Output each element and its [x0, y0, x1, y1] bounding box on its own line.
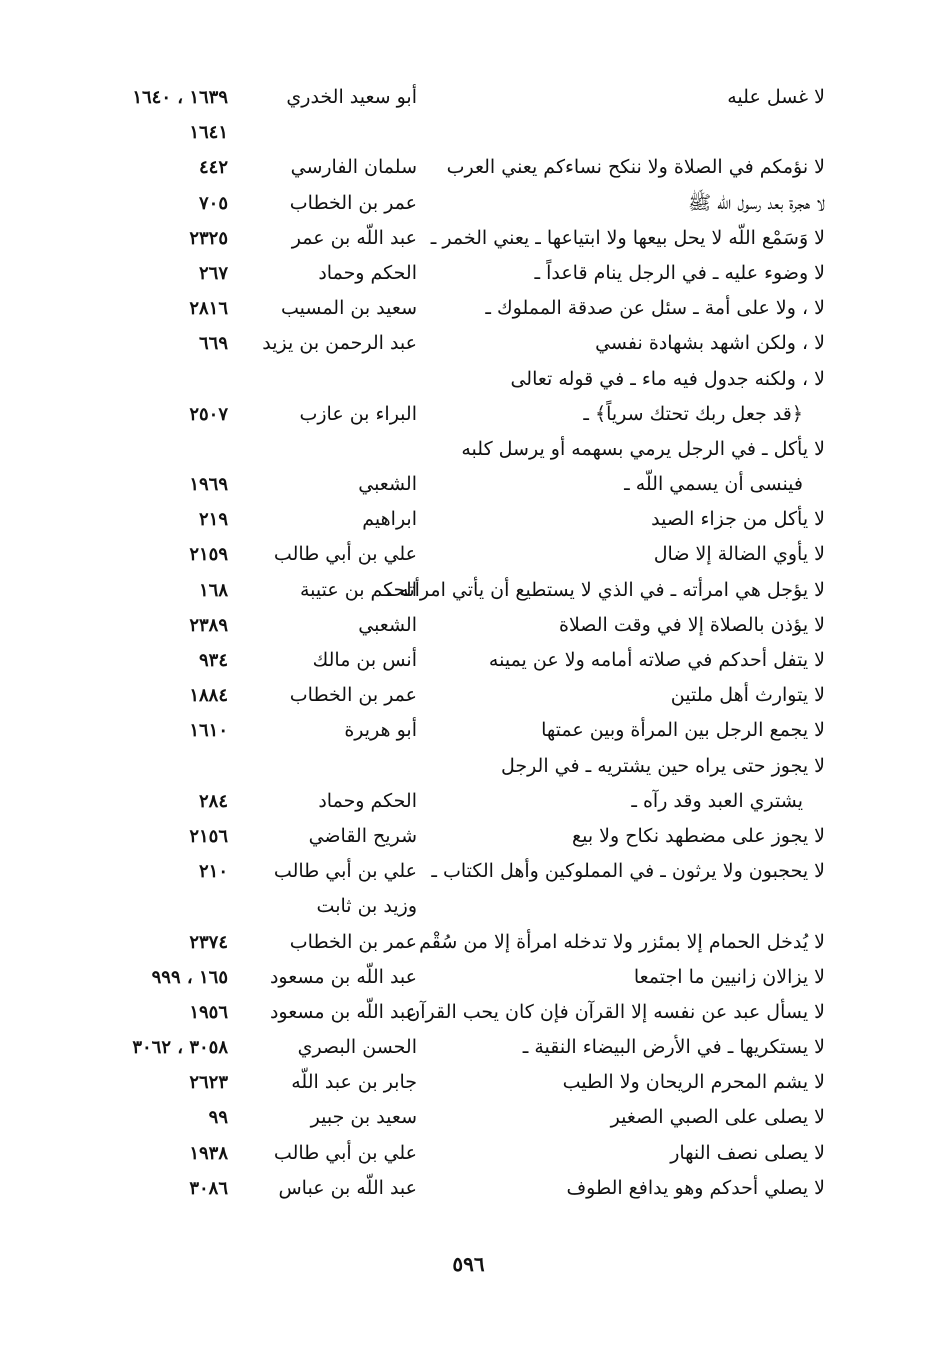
reference-number: ٢١٩ [198, 509, 228, 531]
index-row [100, 256, 825, 291]
index-row [100, 573, 825, 608]
narrator-name: عبد اللّه بن عباس [278, 1176, 417, 1199]
narrator-name: عبد اللّه بن مسعود [269, 965, 417, 988]
narrator-name: ابراهيم [362, 508, 417, 531]
index-row [100, 1136, 825, 1171]
reference-number [100, 432, 228, 467]
index-row [100, 397, 825, 432]
index-row [100, 643, 825, 678]
index-row [100, 115, 825, 150]
reference-number: ٢١٠ [198, 861, 228, 883]
hadith-text: لا يصلى نصف النهار [670, 1141, 825, 1164]
hadith-text: لا غسل عليه [727, 86, 825, 108]
hadith-text: لا يصلي أحدكم وهو يدافع الطوف [566, 1176, 825, 1199]
narrator-name: البراء بن عازب [299, 402, 417, 425]
narrator-name: عبد اللّه بن عمر [291, 226, 417, 249]
narrator-name: جابر بن عبد اللّه [291, 1071, 417, 1094]
reference-number: ٢١٥٩ [189, 544, 228, 566]
index-row [100, 432, 825, 467]
narrator-name: وزيد بن ثابت [316, 895, 417, 918]
hadith-text: لا يحجبون ولا يرثون ـ في المملوكين وأهل الكتاب ـ [431, 860, 825, 883]
index-row [100, 995, 825, 1030]
narrator-name: الشعبي [358, 613, 417, 636]
index-row [100, 889, 825, 924]
index-row [100, 1030, 825, 1065]
index-row [100, 749, 825, 784]
narrator-name: الحكم وحماد [318, 261, 417, 284]
hadith-text: لا يأكل من جزاء الصيد [651, 508, 825, 531]
index-row [100, 221, 825, 256]
reference-number: ١٦٥ ، ٩٩٩ [151, 966, 228, 988]
hadith-text: لا ، ولكن اشهد بشهادة نفسي [595, 332, 825, 355]
reference-number: ٧٠٥ [198, 192, 228, 214]
reference-number: ١٩٦٩ [189, 474, 228, 496]
reference-number [100, 362, 228, 397]
reference-number: ٦٦٩ [198, 333, 228, 355]
index-row [100, 326, 825, 361]
narrator-name: الشعبي [358, 473, 417, 496]
hadith-text: لا وضوء عليه ـ في الرجل ينام قاعداً ـ [534, 261, 825, 284]
index-row [100, 608, 825, 643]
reference-number: ٣٠٥٨ ، ٣٠٦٢ [132, 1037, 228, 1059]
reference-number: ٩٣٤ [198, 650, 228, 671]
narrator-name: الحسن البصري [297, 1036, 417, 1059]
narrator-name: أنس بن مالك [312, 649, 417, 671]
narrator-name: سعيد بن المسيب [280, 297, 417, 320]
hadith-text: لا يزالان زانيين ما اجتمعا [633, 965, 825, 988]
narrator-name: سلمان الفارسي [290, 156, 417, 179]
narrator-name: علي بن أبي طالب [273, 860, 417, 883]
hadith-text: فينسى أن يسمي اللّه ـ [624, 473, 803, 496]
index-row [100, 960, 825, 995]
hadith-index-table [100, 80, 825, 1206]
reference-number: ٢٦٧ [198, 262, 228, 284]
index-row [100, 925, 825, 960]
hadith-text: لا يأكل ـ في الرجل يرمي بسهمه أو يرسل كلبه [461, 437, 825, 460]
hadith-text: لا يسأل عبد عن نفسه إلا القرآن فإن كان يحب القرآن [406, 1000, 825, 1023]
reference-number: ٩٩ [208, 1107, 228, 1129]
index-row [100, 150, 825, 185]
index-row [100, 362, 825, 397]
hadith-text: يشتري العبد وقد رآه ـ [631, 789, 803, 812]
narrator-name: علي بن أبي طالب [273, 1141, 417, 1164]
page-number: ٥٩٦ [452, 1252, 485, 1276]
hadith-text: لا يجوز حتى يراه حين يشتريه ـ في الرجل [500, 754, 825, 777]
hadith-text: لا يستكريها ـ في الأرض البيضاء النقية ـ [522, 1036, 825, 1059]
index-row [100, 819, 825, 854]
hadith-text: لا نؤمكم في الصلاة ولا ننكح نساءكم يعني العرب [446, 156, 825, 179]
index-row [100, 678, 825, 713]
reference-number [100, 889, 228, 924]
hadith-text: لا ، ولا على أمة ـ سئل عن صدقة المملوك ـ [485, 297, 825, 320]
narrator-name [247, 749, 417, 784]
narrator-name: الحكم وحماد [318, 789, 417, 812]
hadith-text: لا يؤذن بالصلاة إلا في وقت الصلاة [558, 613, 825, 636]
reference-number: ٢٥٠٧ [189, 403, 228, 425]
hadith-text: لا يصلى على الصبي الصغير [610, 1106, 825, 1129]
reference-number: ١٨٨٤ [189, 685, 228, 707]
narrator-name: عمر بن الخطاب [289, 191, 417, 214]
narrator-name [247, 115, 417, 150]
hadith-text: لا يجوز على مضطهد نكاح ولا بيع [571, 824, 825, 847]
reference-number: ١٦١٠ [189, 720, 228, 742]
narrator-name [247, 362, 417, 397]
index-row [100, 713, 825, 748]
hadith-text: ﴿قد جعل ربك تحتك سرياً﴾ ـ [583, 402, 803, 425]
index-row [100, 1065, 825, 1100]
reference-number: ٣٠٨٦ [189, 1177, 228, 1199]
hadith-text: لا يؤجل هي امرأته ـ في الذي لا يستطيع أن يأتي امرأته ـ [387, 578, 825, 601]
index-row [100, 467, 825, 502]
reference-number: ٢٣٢٥ [189, 227, 228, 249]
hadith-text: لا هجرة بعد رسول الله ﷺ [688, 191, 825, 214]
reference-number: ٤٤٢ [198, 157, 228, 179]
narrator-name: عبد الرحمن بن يزيد [262, 332, 417, 355]
hadith-text: لا يُدخل الحمام إلا بمئزر ولا تدخله امرأة إلا من سُقْم [419, 930, 825, 953]
narrator-name: أبو سعيد الخدري [286, 86, 417, 108]
reference-number: ١٩٥٦ [189, 1001, 228, 1023]
reference-number: ١٦٤١ [189, 122, 228, 144]
hadith-text: لا يتوارث أهل ملتين [670, 684, 825, 707]
reference-number [100, 749, 228, 784]
index-row [100, 854, 825, 889]
hadith-text: لا ، ولكنه جدول فيه ماء ـ في قوله تعالى [510, 367, 825, 390]
reference-number: ٢٣٧٤ [189, 931, 228, 953]
index-row [100, 186, 825, 221]
reference-number: ٢٨١٦ [189, 298, 228, 320]
index-row [100, 784, 825, 819]
index-row [100, 1100, 825, 1135]
reference-number: ٢٨٤ [198, 790, 228, 812]
reference-number: ١٦٨ [198, 579, 228, 601]
reference-number: ١٦٣٩ ، ١٦٤٠ [132, 87, 228, 108]
narrator-name [247, 432, 417, 467]
index-row [100, 537, 825, 572]
hadith-text: لا يأوي الضالة إلا ضال [653, 543, 825, 566]
reference-number: ٢١٥٦ [189, 825, 228, 847]
hadith-text: لا يشم المحرم الريحان ولا الطيب [562, 1071, 825, 1094]
narrator-name: عبد اللّه بن مسعود [269, 1000, 417, 1023]
hadith-text: لا يتفل أحدكم في صلاته أمامه ولا عن يمينه [488, 649, 825, 671]
reference-number: ٢٣٨٩ [189, 614, 228, 636]
reference-number: ٢٦٢٣ [189, 1072, 228, 1094]
narrator-name: سعيد بن جبير [310, 1106, 417, 1129]
narrator-name: أبو هريرة [344, 719, 417, 742]
hadith-text: لا وَسَمْع اللّه لا يحل بيعها ولا ابتياعها ـ يعني الخمر ـ [430, 226, 825, 249]
narrator-name: عمر بن الخطاب [289, 930, 417, 953]
index-row [100, 80, 825, 115]
index-row [100, 291, 825, 326]
narrator-name: علي بن أبي طالب [273, 543, 417, 566]
hadith-text: لا يجمع الرجل بين المرأة وبين عمتها [541, 719, 825, 742]
narrator-name: شريح القاضي [308, 824, 417, 847]
index-row [100, 1171, 825, 1206]
narrator-name: الحكم بن عتيبة [299, 578, 417, 601]
index-row [100, 502, 825, 537]
reference-number: ١٩٣٨ [189, 1142, 228, 1164]
narrator-name: عمر بن الخطاب [289, 684, 417, 707]
hadith-text [405, 889, 825, 924]
hadith-text [405, 115, 825, 150]
